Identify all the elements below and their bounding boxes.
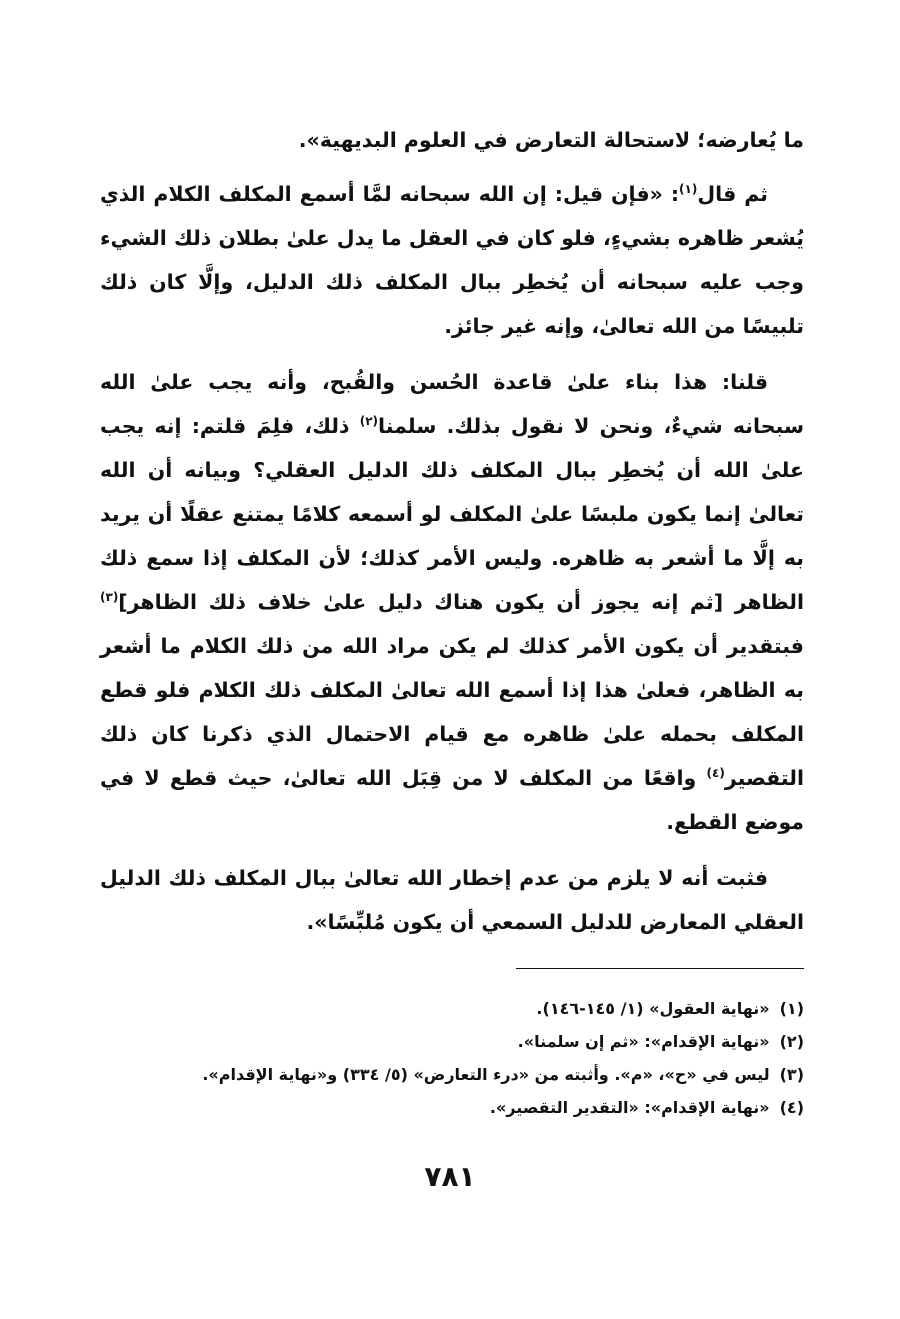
- footnote-ref-3: (٣): [100, 590, 119, 605]
- footnote-3: [100, 1058, 804, 1091]
- paragraph-3: [100, 360, 804, 844]
- paragraph-1: ما يُعارضه؛ لاستحالة التعارض في العلوم البديهية».: [298, 128, 804, 152]
- page-number: ٧٨١: [424, 1160, 476, 1193]
- paragraph-2-part-1: ثم قال: [697, 182, 768, 206]
- paragraph-3-part-1: قلنا: هذا بناء علىٰ قاعدة الحُسن والقُبح، وأنه يجب علىٰ الله سبحانه شيءٌ، ونحن لا نقول بذلك. سلمنا: [100, 370, 804, 438]
- paragraph-3-part-2: ذلك، فلِمَ قلتم: إنه يجب علىٰ الله أن يُخطِر ببال المكلف ذلك الدليل العقلي؟ وبيانه أن الله تعالىٰ إنما يكون ملبسًا علىٰ المكلف لو أسمعه كلامًا يمتنع عقلًا أن يريد به إلَّا ما أشعر به ظاهره. وليس الأمر كذلك؛ لأن المكلف إذا سمع ذلك الظاهر [ثم إنه يجوز أن يكون هناك دليل علىٰ خلاف ذلك الظاهر]: [100, 414, 804, 614]
- paragraph-2-part-2: : «فإن قيل: إن الله سبحانه لمَّا أسمع المكلف الكلام الذي يُشعر ظاهره بشيءٍ، فلو كان في العقل ما يدل علىٰ بطلان ذلك الشيء وجب عليه سبحانه أن يُخطِر ببال المكلف ذلك الدليل، وإلَّا كان ذلك تلبيسًا من الله تعالىٰ، وإنه غير جائز.: [100, 182, 804, 338]
- footnote-number: (٤): [779, 1098, 804, 1117]
- footnote-ref-4: (٤): [706, 766, 725, 781]
- footnote-ref-1: (١): [679, 182, 698, 197]
- paragraph-2: [100, 172, 804, 348]
- footnote-ref-2: (٢): [359, 414, 379, 429]
- main-text: [100, 118, 804, 956]
- footnote-4: [100, 1091, 804, 1124]
- footnote-1: [100, 992, 804, 1025]
- footnote-number: (١): [779, 999, 804, 1018]
- footnote-text: «نهاية الإقدام»: «التقدير التقصير».: [489, 1098, 770, 1117]
- footnote-text: «نهاية العقول» (١/ ١٤٥-١٤٦).: [536, 999, 770, 1018]
- footnote-text: «نهاية الإقدام»: «ثم إن سلمنا».: [517, 1032, 770, 1051]
- footnotes: [100, 992, 804, 1124]
- footnote-separator: [516, 968, 804, 969]
- paragraph-4: فثبت أنه لا يلزم من عدم إخطار الله تعالىٰ ببال المكلف ذلك الدليل العقلي المعارض للدليل السمعي أن يكون مُلبِّسًا».: [100, 866, 804, 934]
- footnote-text: ليس في «ح»، «م». وأثبته من «درء التعارض» (٥/ ٣٣٤) و«نهاية الإقدام».: [202, 1065, 770, 1084]
- footnote-2: [100, 1025, 804, 1058]
- paragraph-3-part-3: فبتقدير أن يكون الأمر كذلك لم يكن مراد الله من ذلك الكلام ما أشعر به الظاهر، فعلىٰ هذا إذا أسمع الله تعالىٰ المكلف ذلك الكلام فلو قطع المكلف بحمله علىٰ ظاهره مع قيام الاحتمال الذي ذكرنا كان ذلك التقصير: [100, 634, 804, 790]
- footnote-number: (٢): [779, 1032, 804, 1051]
- footnote-number: (٣): [779, 1065, 804, 1084]
- paragraph-3-part-4: واقعًا من المكلف لا من قِبَل الله تعالىٰ، حيث قطع لا في موضع القطع.: [100, 766, 804, 834]
